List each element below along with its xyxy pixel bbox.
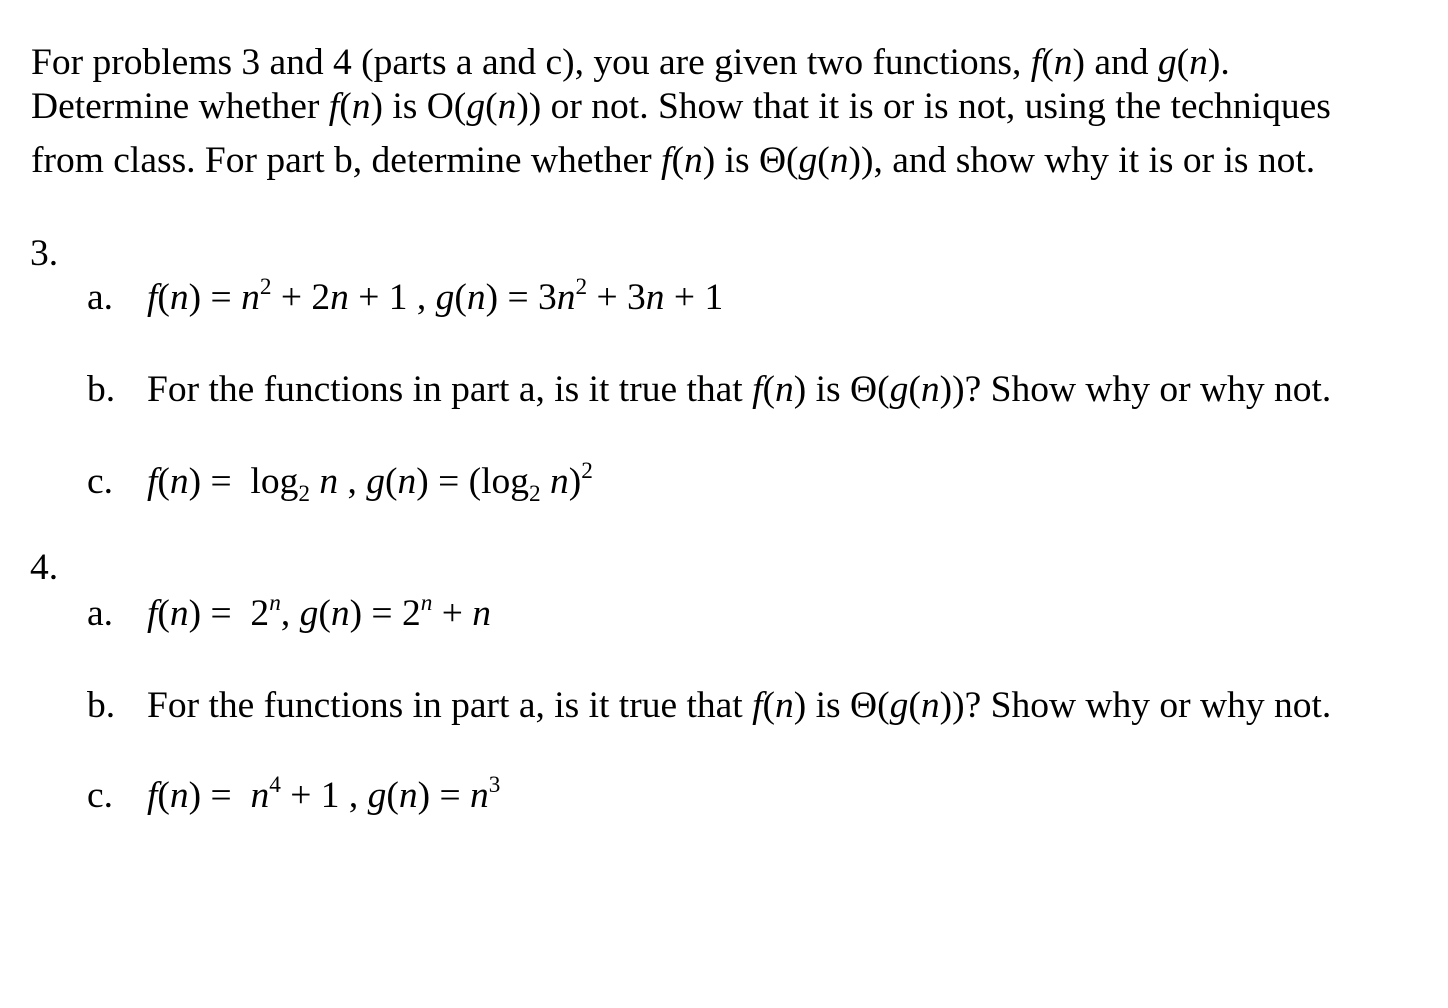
problem-4b-text: For the functions in part a, is it true that f(n) is Θ(g(n))? Show why or why not. [147,685,1332,726]
part-letter: a. [87,593,114,634]
instructions-paragraph [31,38,1431,186]
problem-3-part-a [87,273,724,320]
part-letter: c. [87,775,114,816]
part-letter: b. [87,685,116,726]
problem-number-4: 4. [30,547,59,588]
problem-4-part-b [87,684,1331,728]
problem-4c-expression: $f(n) = n^4 + 1$ , $g(n) = n^3$ [147,771,501,816]
problem-3a-expression: $f(n) = n^2 + 2n + 1$ , $g(n) = 3n^2 + 3n + 1$ [147,273,724,318]
problem-4-part-c [87,771,501,818]
instructions-line-3: from class. For part b, determine whether f(n) is Θ(g(n)), and show why it is or is not. [31,140,1316,181]
problem-4-part-a [87,589,491,636]
problem-3-part-b [87,368,1331,412]
instructions-line-1: For problems 3 and 4 (parts a and c), you are given two functions, f(n) and g(n). [31,42,1230,83]
problem-number-3: 3. [30,233,59,274]
problem-3b-text: For the functions in part a, is it true that f(n) is Θ(g(n))? Show why or why not. [147,369,1332,410]
problem-3c-expression: $f(n) = \log_2 n$ , $g(n) = (\log_2$ n)$^2$ [147,457,593,507]
part-letter: c. [87,461,114,502]
problem-4a-expression: f(n) = 2$^n$, $g(n) = 2^n + n$ [147,589,491,634]
instructions-line-2: Determine whether f(n) is O(g(n)) or not. Show that it is or is not, using the techniques [31,86,1331,127]
part-letter: a. [87,277,114,318]
part-letter: b. [87,369,116,410]
problem-3-part-c [87,457,593,507]
